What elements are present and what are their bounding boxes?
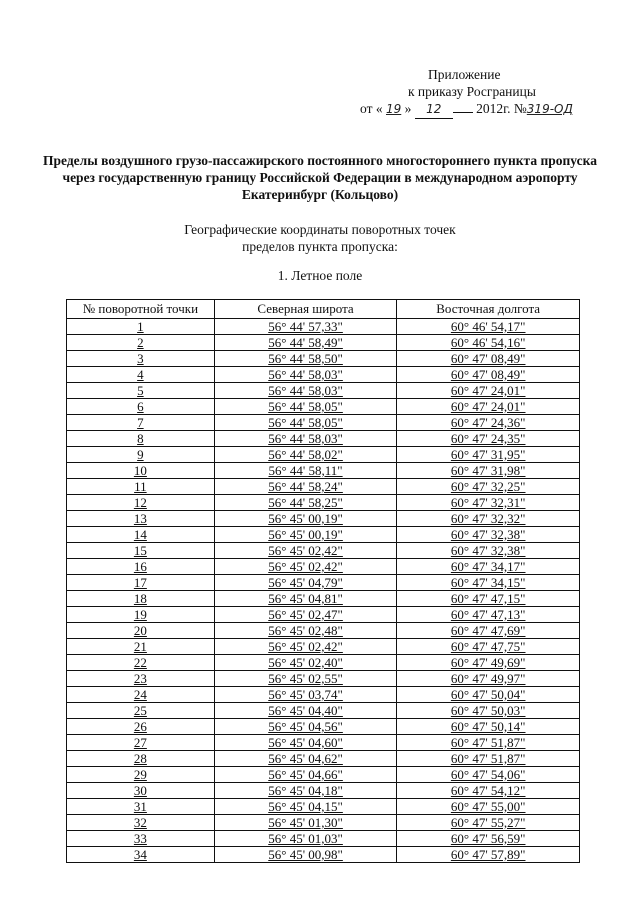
point-number-cell [67,687,215,703]
point-number-cell-text: 24 [133,687,147,702]
point-number-cell-text: 7 [137,415,144,430]
longitude-cell-text: 60° 47' 24,35" [450,431,526,446]
latitude-cell [214,815,397,831]
latitude-cell [214,319,397,335]
point-number-cell-text: 28 [133,751,147,766]
longitude-cell [397,767,580,783]
longitude-cell-text: 60° 46' 54,17" [450,319,526,334]
longitude-cell [397,319,580,335]
latitude-cell-text: 56° 45' 01,03" [268,831,343,846]
point-number-cell-text: 31 [133,799,147,814]
table-body [67,319,580,863]
latitude-cell [214,543,397,559]
point-number-cell [67,319,215,335]
point-number-cell [67,463,215,479]
longitude-cell-text: 60° 46' 54,16" [450,335,526,350]
appendix-heading: Приложение [428,67,501,82]
latitude-cell-text: 56° 45' 02,42" [268,639,343,654]
point-number-cell [67,815,215,831]
date-month-field [415,100,453,119]
longitude-cell [397,335,580,351]
point-number-cell [67,831,215,847]
longitude-cell-text: 60° 47' 49,69" [450,655,526,670]
longitude-cell-text: 60° 47' 57,89" [450,847,526,862]
longitude-cell-text: 60° 47' 47,15" [450,591,526,606]
table-row [67,479,580,495]
point-number-cell [67,399,215,415]
table-row [67,431,580,447]
point-number-cell [67,431,215,447]
coordinates-table [66,299,580,863]
point-number-cell-text: 3 [137,351,144,366]
point-number-cell [67,799,215,815]
point-number-cell-text: 6 [137,399,144,414]
latitude-cell [214,847,397,863]
latitude-cell-text: 56° 45' 04,40" [268,703,343,718]
table-row [67,559,580,575]
longitude-cell-text: 60° 47' 32,32" [450,511,526,526]
point-number-cell [67,543,215,559]
subtitle-line-1: Географические координаты поворотных точек [184,222,456,237]
table-row [67,719,580,735]
table-row [67,319,580,335]
table-row [67,671,580,687]
latitude-cell [214,431,397,447]
latitude-cell-text: 56° 45' 02,47" [268,607,343,622]
table-row [67,703,580,719]
point-number-cell [67,527,215,543]
longitude-cell [397,527,580,543]
point-number-cell-text: 23 [133,671,147,686]
latitude-cell [214,383,397,399]
latitude-cell [214,751,397,767]
header-point-number: № поворотной точки [67,300,215,319]
longitude-cell [397,543,580,559]
header-east-longitude: Восточная долгота [397,300,580,319]
latitude-cell-text: 56° 45' 00,19" [268,511,343,526]
table-row [67,783,580,799]
point-number-cell [67,655,215,671]
date-day: 19 [385,102,402,116]
longitude-cell [397,607,580,623]
longitude-cell [397,511,580,527]
longitude-cell-text: 60° 47' 47,13" [450,607,526,622]
longitude-cell-text: 60° 47' 32,25" [450,479,526,494]
longitude-cell-text: 60° 47' 51,87" [450,735,526,750]
latitude-cell [214,703,397,719]
point-number-cell [67,639,215,655]
latitude-cell [214,623,397,639]
longitude-cell-text: 60° 47' 47,69" [450,623,526,638]
point-number-cell [67,335,215,351]
longitude-cell [397,703,580,719]
latitude-cell-text: 56° 44' 58,03" [268,383,343,398]
point-number-cell-text: 22 [133,655,147,670]
table-row [67,655,580,671]
longitude-cell-text: 60° 47' 50,03" [450,703,526,718]
longitude-cell-text: 60° 47' 54,06" [450,767,526,782]
latitude-cell [214,687,397,703]
latitude-cell-text: 56° 44' 58,24" [268,479,343,494]
longitude-cell [397,687,580,703]
table-row [67,607,580,623]
table-row [67,527,580,543]
point-number-cell [67,495,215,511]
longitude-cell-text: 60° 47' 51,87" [450,751,526,766]
latitude-cell [214,399,397,415]
table-row [67,447,580,463]
longitude-cell [397,383,580,399]
longitude-cell [397,655,580,671]
longitude-cell [397,431,580,447]
point-number-cell-text: 25 [133,703,147,718]
longitude-cell [397,463,580,479]
latitude-cell [214,655,397,671]
point-number-cell [67,447,215,463]
point-number-cell [67,671,215,687]
longitude-cell-text: 60° 47' 49,97" [450,671,526,686]
point-number-cell-text: 18 [133,591,147,606]
point-number-cell [67,767,215,783]
longitude-cell [397,735,580,751]
point-number-cell [67,719,215,735]
point-number-cell-text: 10 [133,463,147,478]
point-number-cell-text: 9 [137,447,144,462]
longitude-cell-text: 60° 47' 55,27" [450,815,526,830]
latitude-cell-text: 56° 45' 04,81" [268,591,343,606]
longitude-cell [397,495,580,511]
date-year-suffix: г. № [503,101,527,116]
longitude-cell [397,351,580,367]
longitude-cell [397,719,580,735]
longitude-cell [397,815,580,831]
latitude-cell-text: 56° 45' 02,55" [268,671,343,686]
point-number-cell-text: 11 [134,479,147,494]
point-number-cell [67,351,215,367]
latitude-cell-text: 56° 45' 00,19" [268,527,343,542]
point-number-cell-text: 13 [133,511,147,526]
latitude-cell [214,767,397,783]
longitude-cell-text: 60° 47' 50,14" [450,719,526,734]
latitude-cell [214,735,397,751]
table-row [67,831,580,847]
latitude-cell [214,607,397,623]
latitude-cell [214,351,397,367]
longitude-cell [397,591,580,607]
latitude-cell [214,591,397,607]
latitude-cell [214,463,397,479]
point-number-cell [67,623,215,639]
point-number-cell [67,591,215,607]
date-prefix: от « [360,101,383,116]
latitude-cell [214,527,397,543]
longitude-cell-text: 60° 47' 34,15" [450,575,526,590]
longitude-cell-text: 60° 47' 50,04" [450,687,526,702]
table-row [67,639,580,655]
point-number-cell [67,511,215,527]
latitude-cell [214,783,397,799]
longitude-cell-text: 60° 47' 24,01" [450,383,526,398]
latitude-cell-text: 56° 45' 02,40" [268,655,343,670]
point-number-cell-text: 26 [133,719,147,734]
table-row [67,511,580,527]
longitude-cell [397,783,580,799]
document-title: Пределы воздушного грузо-пассажирского постоянного многостороннего пункта пропуска через государственную границу Российской Федерации в международном аэропорту Екатеринбург (Кольцово) [43,153,597,202]
point-number-cell-text: 32 [133,815,147,830]
point-number-cell-text: 21 [133,639,147,654]
table-row [67,751,580,767]
latitude-cell [214,719,397,735]
latitude-cell-text: 56° 44' 58,11" [268,463,343,478]
latitude-cell-text: 56° 45' 04,62" [268,751,343,766]
point-number-cell-text: 15 [133,543,147,558]
point-number-cell [67,703,215,719]
longitude-cell-text: 60° 47' 54,12" [450,783,526,798]
table-row [67,399,580,415]
table-row [67,351,580,367]
latitude-cell [214,671,397,687]
date-month: 12 [426,102,442,116]
latitude-cell-text: 56° 45' 04,60" [268,735,343,750]
table-row [67,335,580,351]
point-number-cell-text: 20 [133,623,147,638]
point-number-cell [67,559,215,575]
longitude-cell [397,799,580,815]
latitude-cell [214,495,397,511]
latitude-cell [214,415,397,431]
longitude-cell-text: 60° 47' 31,98" [450,463,526,478]
table-row [67,367,580,383]
point-number-cell-text: 4 [137,367,144,382]
latitude-cell [214,447,397,463]
longitude-cell-text: 60° 47' 08,49" [450,351,526,366]
point-number-cell-text: 2 [137,335,144,350]
table-row [67,463,580,479]
latitude-cell [214,335,397,351]
longitude-cell-text: 60° 47' 32,38" [450,527,526,542]
longitude-cell [397,751,580,767]
date-blank [453,112,473,113]
point-number-cell-text: 29 [133,767,147,782]
latitude-cell [214,367,397,383]
point-number-cell [67,575,215,591]
latitude-cell-text: 56° 44' 58,03" [268,431,343,446]
point-number-cell-text: 1 [137,319,144,334]
latitude-cell-text: 56° 44' 58,25" [268,495,343,510]
latitude-cell [214,511,397,527]
latitude-cell [214,799,397,815]
longitude-cell-text: 60° 47' 47,75" [450,639,526,654]
longitude-cell [397,831,580,847]
latitude-cell-text: 56° 44' 58,05" [268,399,343,414]
latitude-cell-text: 56° 45' 04,15" [268,799,343,814]
longitude-cell [397,479,580,495]
longitude-cell [397,415,580,431]
point-number-cell-text: 12 [133,495,147,510]
longitude-cell-text: 60° 47' 24,36" [450,415,526,430]
date-year: 2012 [476,101,504,116]
longitude-cell [397,399,580,415]
longitude-cell [397,671,580,687]
point-number-cell [67,735,215,751]
table-row [67,847,580,863]
longitude-cell-text: 60° 47' 31,95" [450,447,526,462]
table-row [67,575,580,591]
document-subtitle [40,221,600,255]
latitude-cell-text: 56° 45' 04,79" [268,575,343,590]
latitude-cell [214,575,397,591]
date-mid: » [404,101,412,116]
appendix-block [360,66,600,119]
longitude-cell [397,847,580,863]
point-number-cell [67,383,215,399]
latitude-cell-text: 56° 45' 02,42" [268,559,343,574]
point-number-cell-text: 19 [133,607,147,622]
longitude-cell-text: 60° 47' 55,00" [450,799,526,814]
longitude-cell [397,639,580,655]
latitude-cell-text: 56° 45' 00,98" [268,847,343,862]
table-row [67,623,580,639]
point-number-cell-text: 33 [133,831,147,846]
longitude-cell-text: 60° 47' 08,49" [450,367,526,382]
longitude-cell-text: 60° 47' 32,38" [450,543,526,558]
latitude-cell-text: 56° 45' 02,48" [268,623,343,638]
latitude-cell-text: 56° 44' 58,02" [268,447,343,462]
appendix-order-ref: к приказу Росграницы [408,84,536,99]
point-number-cell [67,367,215,383]
latitude-cell-text: 56° 44' 58,05" [268,415,343,430]
latitude-cell-text: 56° 45' 02,42" [268,543,343,558]
latitude-cell-text: 56° 45' 04,66" [268,767,343,782]
point-number-cell-text: 30 [133,783,147,798]
longitude-cell [397,575,580,591]
table-row [67,735,580,751]
point-number-cell [67,607,215,623]
latitude-cell [214,831,397,847]
point-number-cell-text: 34 [133,847,147,862]
point-number-cell-text: 5 [137,383,144,398]
longitude-cell-text: 60° 47' 32,31" [450,495,526,510]
table-row [67,799,580,815]
point-number-cell [67,783,215,799]
latitude-cell-text: 56° 45' 04,56" [268,719,343,734]
latitude-cell [214,479,397,495]
longitude-cell [397,559,580,575]
point-number-cell [67,847,215,863]
longitude-cell-text: 60° 47' 56,59" [450,831,526,846]
latitude-cell-text: 56° 44' 58,50" [268,351,343,366]
point-number-cell-text: 14 [133,527,147,542]
table-row [67,495,580,511]
table-row [67,415,580,431]
appendix-date-line [360,100,600,119]
latitude-cell [214,639,397,655]
point-number-cell-text: 16 [133,559,147,574]
order-number: 319-ОД [526,102,573,116]
table-row [67,767,580,783]
longitude-cell-text: 60° 47' 34,17" [450,559,526,574]
point-number-cell-text: 17 [133,575,147,590]
table-row [67,383,580,399]
latitude-cell-text: 56° 45' 03,74" [268,687,343,702]
longitude-cell [397,623,580,639]
table-header-row [67,300,580,319]
latitude-cell-text: 56° 44' 57,33" [268,319,343,334]
latitude-cell-text: 56° 44' 58,03" [268,367,343,382]
point-number-cell [67,751,215,767]
longitude-cell-text: 60° 47' 24,01" [450,399,526,414]
header-north-latitude: Северная широта [214,300,397,319]
table-row [67,591,580,607]
point-number-cell-text: 8 [137,431,144,446]
latitude-cell-text: 56° 45' 01,30" [268,815,343,830]
point-number-cell [67,415,215,431]
longitude-cell [397,367,580,383]
table-row [67,687,580,703]
point-number-cell-text: 27 [133,735,147,750]
section-heading: 1. Летное поле [277,268,363,283]
latitude-cell-text: 56° 45' 04,18" [268,783,343,798]
latitude-cell [214,559,397,575]
latitude-cell-text: 56° 44' 58,49" [268,335,343,350]
longitude-cell [397,447,580,463]
subtitle-line-2: пределов пункта пропуска: [242,239,398,254]
table-row [67,815,580,831]
table-row [67,543,580,559]
point-number-cell [67,479,215,495]
